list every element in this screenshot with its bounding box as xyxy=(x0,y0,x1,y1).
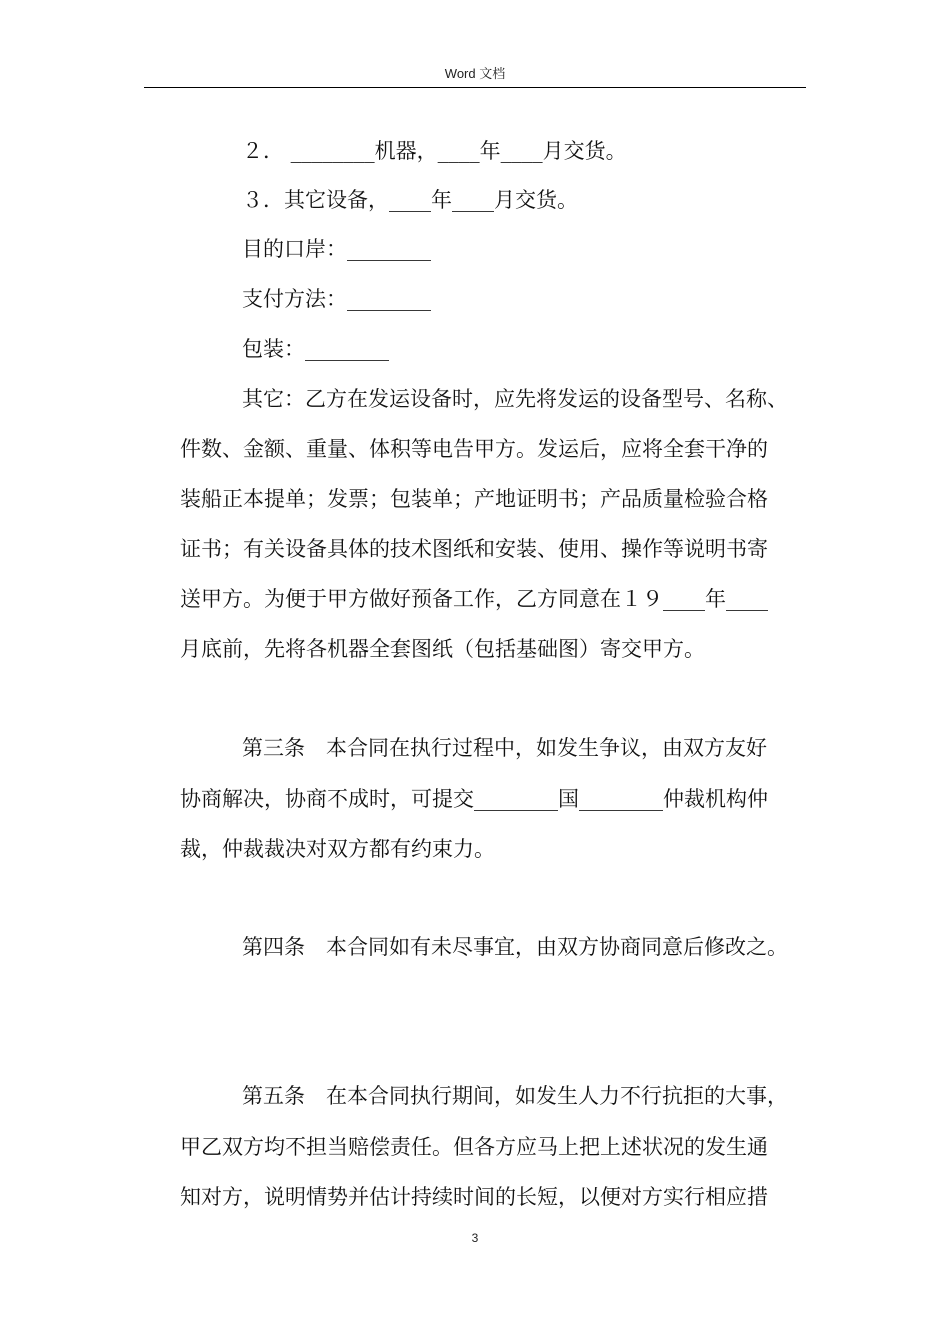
body-line: 第五条 在本合同执行期间，如发生人力不行抗拒的大事， xyxy=(242,1084,788,1108)
body-line: 目的口岸：________ xyxy=(242,237,431,261)
body-line: 其它：乙方在发运设备时，应先将发运的设备型号、名称、 xyxy=(242,387,788,411)
body-line: 第四条 本合同如有未尽事宜，由双方协商同意后修改之。 xyxy=(242,935,788,959)
body-line: 裁，仲裁裁决对双方都有约束力。 xyxy=(180,837,495,861)
body-line: 证书；有关设备具体的技术图纸和安装、使用、操作等说明书寄 xyxy=(180,537,768,561)
body-line: 知对方，说明情势并估计持续时间的长短，以便对方实行相应措 xyxy=(180,1185,768,1209)
body-line: 件数、金额、重量、体积等电告甲方。发运后，应将全套干净的 xyxy=(180,437,768,461)
body-line: 协商解决，协商不成时，可提交________国________仲裁机构仲 xyxy=(180,787,768,811)
body-line: ３．其它设备，____年____月交货。 xyxy=(242,188,578,212)
header-divider xyxy=(144,87,806,88)
page-number: 3 xyxy=(471,1231,479,1245)
body-line: 甲乙双方均不担当赔偿责任。但各方应马上把上述状况的发生通 xyxy=(180,1135,768,1159)
body-line: 送甲方。为便于甲方做好预备工作，乙方同意在１９____年____ xyxy=(180,587,768,611)
body-line: ２． ________机器，____年____月交货。 xyxy=(242,139,627,163)
body-line: 包装：________ xyxy=(242,337,389,361)
body-line: 装船正本提单；发票；包装单；产地证明书；产品质量检验合格 xyxy=(180,487,768,511)
page-header-title: Word 文档 xyxy=(444,66,506,81)
body-line: 月底前，先将各机器全套图纸（包括基础图）寄交甲方。 xyxy=(180,637,705,661)
body-line: 支付方法：________ xyxy=(242,287,431,311)
body-line: 第三条 本合同在执行过程中，如发生争议，由双方友好 xyxy=(242,736,767,760)
